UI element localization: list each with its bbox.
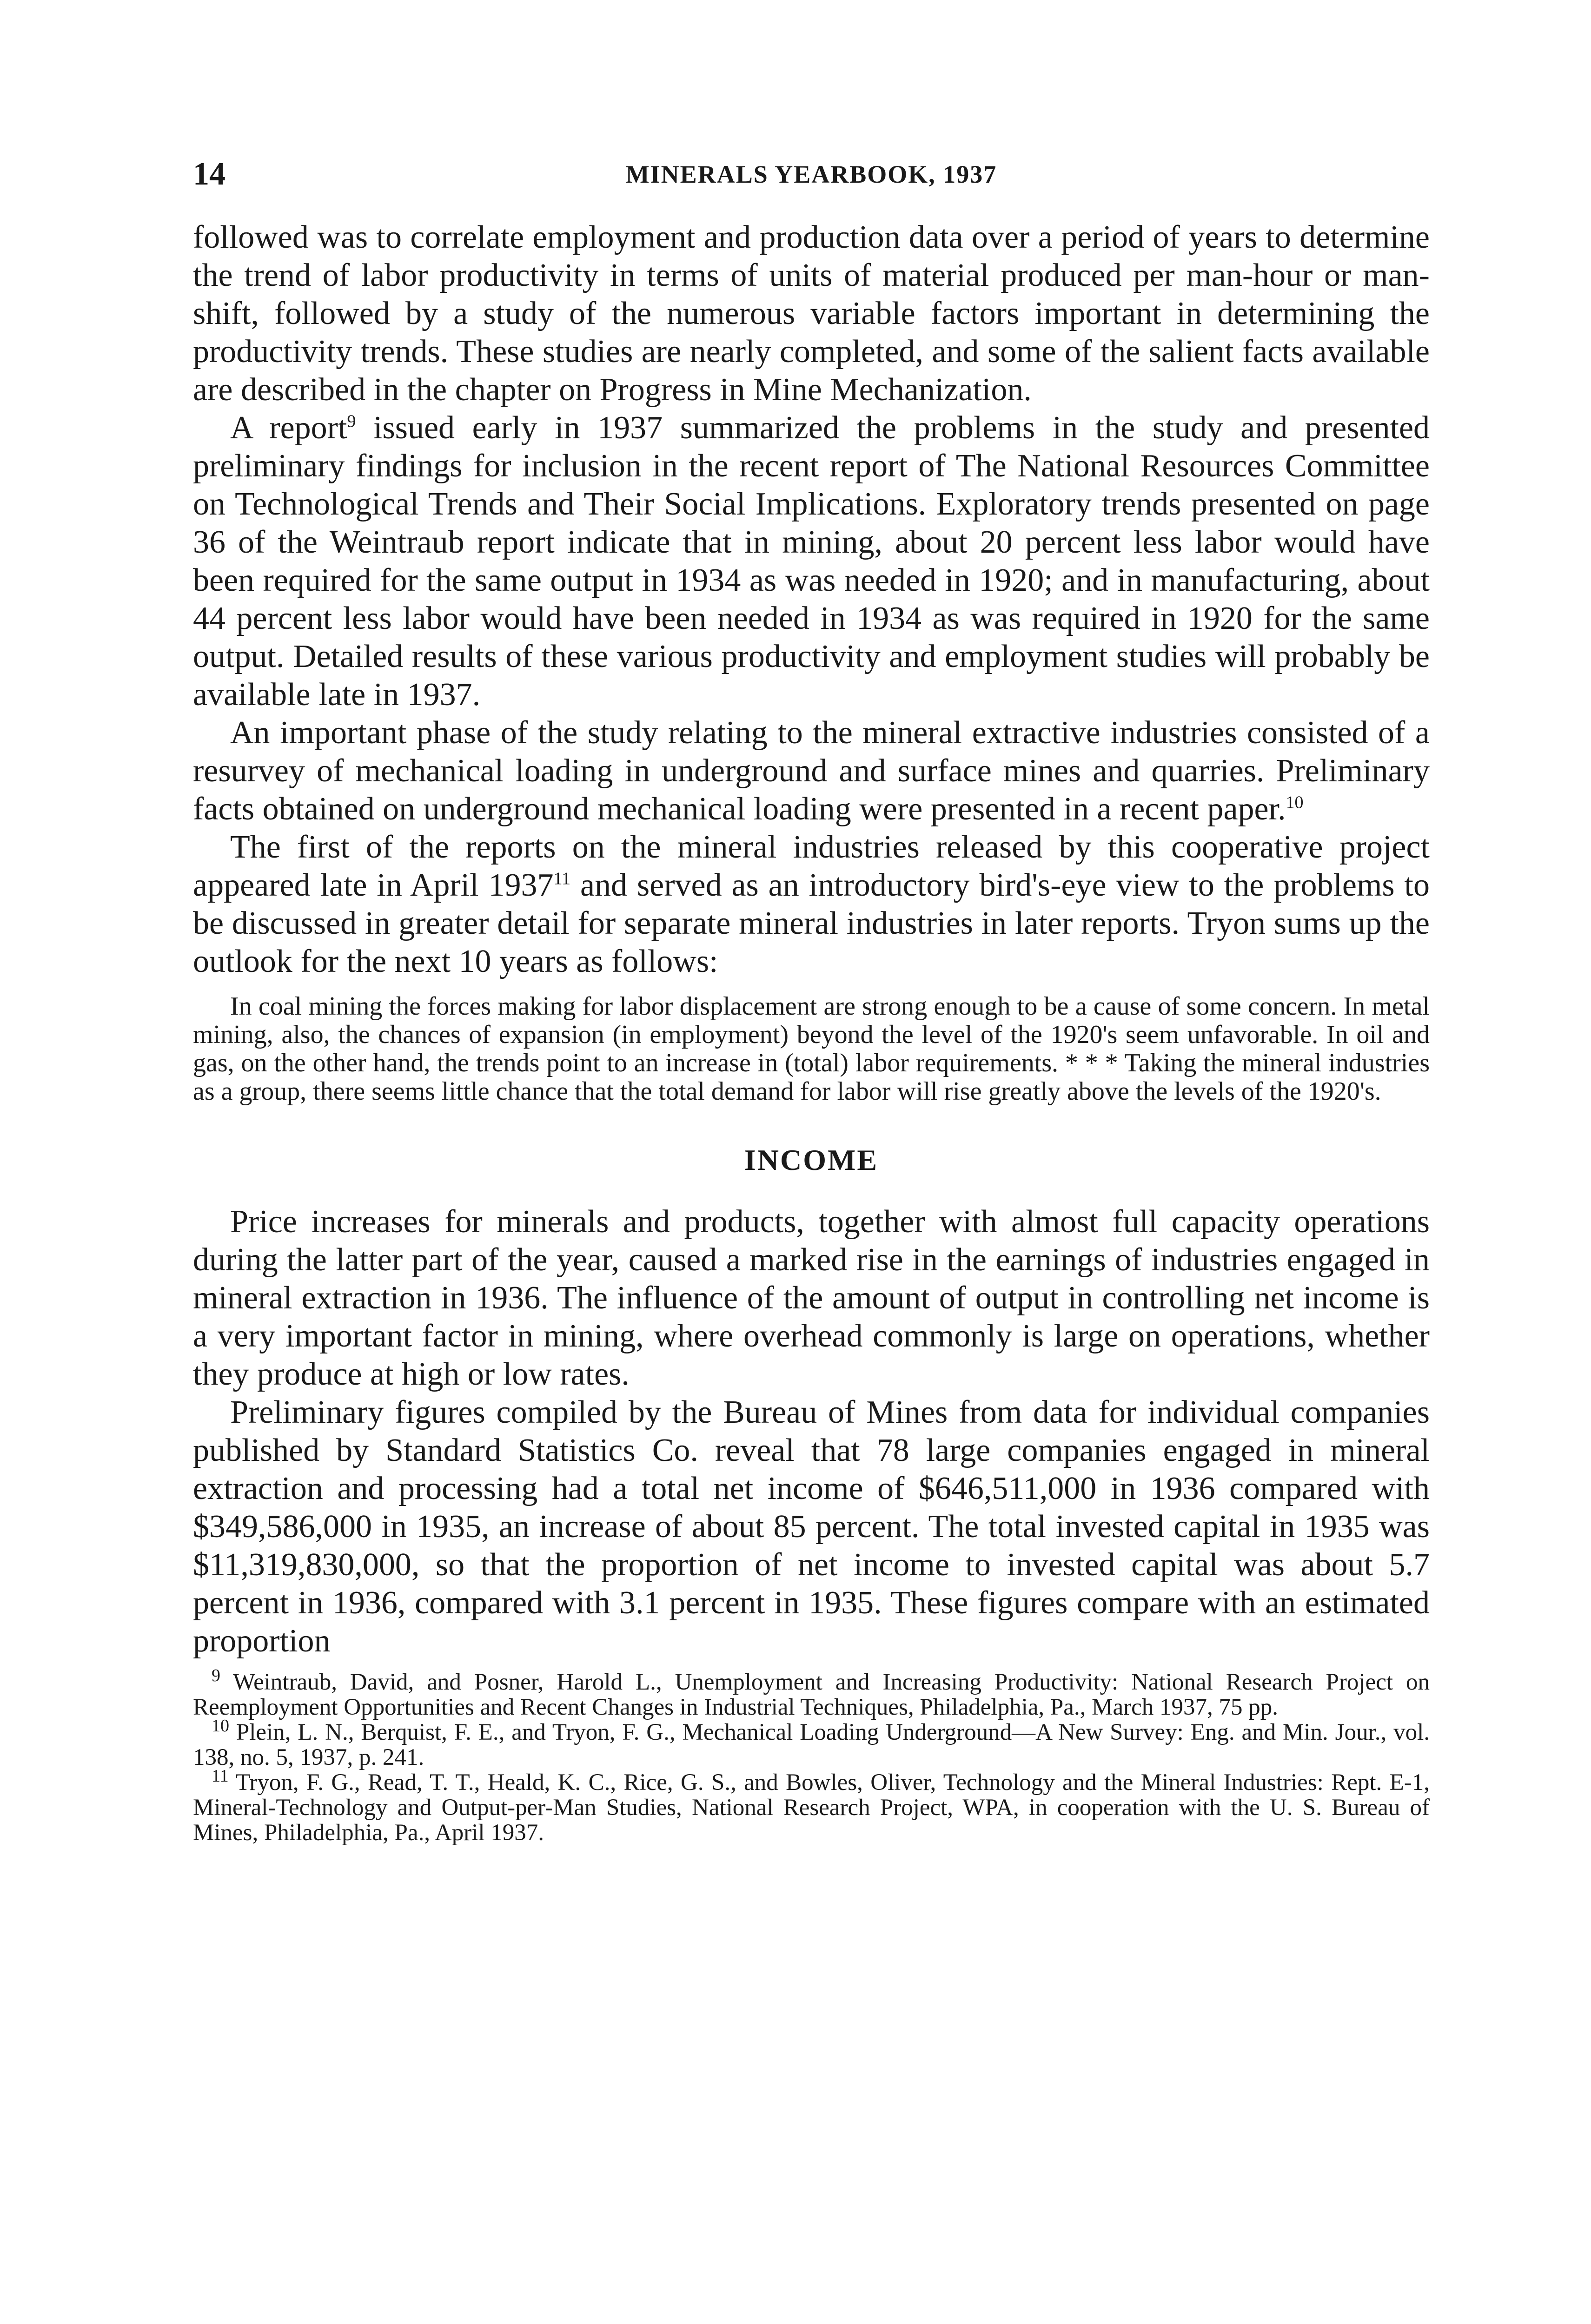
footnotes: [193, 1666, 1430, 1846]
paragraph: [193, 714, 1430, 828]
paragraph-text: and served as an introductory bird's-eye view to the problems to be discussed in greater detail for separate mineral industries in later reports. Tryon sums up the outlook for the next 10 years as follows:: [193, 867, 1430, 979]
quote-text: In coal mining the forces making for labor displacement are strong enough to be a cause of some concern. In metal mining, also, the chances of expansion (in employment) beyond the level of the 1920's seem unfavorable. In oil and gas, on the other hand, the trends point to an increase in (total) labor requirements. * * * Taking the mineral industries as a group, there seems little chance that the total demand for labor will rise greatly above the levels of the 1920's.: [193, 992, 1430, 1106]
footnote-ref: 10: [1286, 792, 1304, 812]
footnote-text: Weintraub, David, and Posner, Harold L., Unemployment and Increasing Productivity: National Research Project on Reemployment Opportunities and Recent Changes in Industrial Techniques, Philadelphia, Pa., March 1937, 75 pp.: [193, 1669, 1430, 1720]
footnote-number: 10: [212, 1716, 229, 1736]
page-header: [193, 149, 1430, 200]
section-body: [193, 1203, 1430, 1660]
footnote-ref: 11: [553, 869, 571, 889]
paragraph: [193, 828, 1430, 981]
paragraph: Price increases for minerals and products, together with almost full capacity operations during the latter part of the year, caused a marked rise in the earnings of industries engaged in mineral extraction in 1936. The influence of the amount of output in controlling net income is a very important factor in mining, where overhead commonly is large on operations, whether they produce at high or low rates.: [193, 1204, 1430, 1392]
footnote-text: Plein, L. N., Berquist, F. E., and Tryon, F. G., Mechanical Loading Underground—A New Survey: Eng. and Min. Jour., vol. 138, no. 5, 1937, p. 241.: [193, 1719, 1430, 1770]
running-head: MINERALS YEARBOOK, 1937: [625, 160, 997, 188]
paragraph: [193, 409, 1430, 714]
paragraph: followed was to correlate employment and production data over a period of years to determine the trend of labor productivity in terms of units of material produced per man-hour or man-shift, followed by a study of the numerous variable factors important in determining the productivity trends. These studies are nearly completed, and some of the salient facts available are described in the chapter on Progress in Mine Mechanization.: [193, 219, 1430, 408]
paragraph-text: issued early in 1937 summarized the problems in the study and presented preliminary findings for inclusion in the recent report of The National Resources Committee on Technological Trends and Their Social Implications. Exploratory trends presented on page 36 of the Weintraub report indicate that in mining, about 20 percent less labor would have been required for the same output in 1934 as was needed in 1920; and in manufacturing, about 44 percent less labor would have been needed in 1934 as was required in 1920 for the same output. Detailed results of these various productivity and employment studies will probably be available late in 1937.: [193, 410, 1430, 713]
footnote-number: 9: [212, 1666, 220, 1685]
footnote: [193, 1716, 1430, 1770]
page: [193, 149, 1430, 2324]
paragraph: Preliminary figures compiled by the Bureau of Mines from data for individual companies published by Standard Statistics Co. reveal that 78 large companies engaged in mineral extraction and processing had a total net income of $646,511,000 in 1936 compared with $349,586,000 in 1935, an increase of about 85 percent. The total invested capital in 1935 was $11,319,830,000, so that the proportion of net income to invested capital was about 5.7 percent in 1936, compared with 3.1 percent in 1935. These figures compare with an estimated proportion: [193, 1394, 1430, 1659]
page-number: 14: [193, 156, 225, 192]
footnote: [193, 1666, 1430, 1720]
footnote-number: 11: [212, 1766, 229, 1786]
paragraph-text: A report: [230, 410, 347, 446]
block-quote: [193, 992, 1430, 1106]
section-heading: INCOME: [744, 1143, 879, 1176]
footnote: [193, 1766, 1430, 1846]
body-text: [193, 218, 1430, 981]
footnote-ref: 9: [347, 411, 356, 431]
paragraph-text: An important phase of the study relating to the mineral extractive industries consisted of a resurvey of mechanical loading in underground and surface mines and quarries. Preliminary facts obtained on underground mechanical loading were presented in a recent paper.: [193, 715, 1430, 827]
footnote-text: Tryon, F. G., Read, T. T., Heald, K. C., Rice, G. S., and Bowles, Oliver, Technology and the Mineral Industries: Rept. E-1, Mineral-Technology and Output-per-Man Studies, National Research Project, WPA, in cooperation with the U. S. Bureau of Mines, Philadelphia, Pa., April 1937.: [193, 1769, 1430, 1846]
paragraph-text: The first of the reports on the mineral industries released by this cooperative project appeared late in April 1937: [193, 829, 1430, 903]
